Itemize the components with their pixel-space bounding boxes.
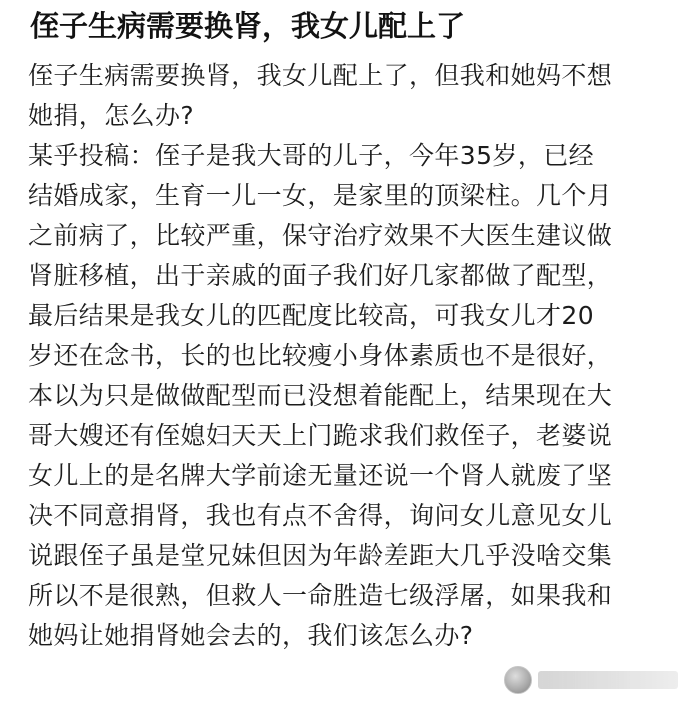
body-line: 肾脏移植，出于亲戚的面子我们好几家都做了配型， — [28, 261, 613, 290]
article-title: 侄子生病需要换肾，我女儿配上了 — [30, 9, 466, 43]
body-line: 所以不是很熟，但救人一命胜造七级浮屠，如果我和 — [28, 581, 613, 610]
body-line: 之前病了，比较严重，保守治疗效果不大医生建议做 — [28, 221, 613, 250]
body-line: 哥大嫂还有侄媳妇天天上门跪求我们救侄子，老婆说 — [28, 421, 613, 450]
body-line: 说跟侄子虽是堂兄妹但因为年龄差距大几乎没啥交集 — [28, 541, 613, 570]
body-line: 侄子生病需要换肾，我女儿配上了，但我和她妈不想 — [28, 61, 613, 90]
avatar-icon — [504, 666, 532, 694]
body-line: 她妈让她捐肾她会去的，我们该怎么办? — [28, 621, 474, 650]
body-line: 结婚成家，生育一儿一女，是家里的顶梁柱。几个月 — [28, 181, 613, 210]
body-line: 岁还在念书，长的也比较瘦小身体素质也不是很好， — [28, 341, 613, 370]
watermark-text-blur — [538, 671, 678, 689]
article-body — [28, 56, 668, 656]
body-line: 本以为只是做做配型而已没想着能配上，结果现在大 — [28, 381, 613, 410]
body-line: 她捐，怎么办? — [28, 101, 195, 130]
body-line: 某乎投稿：侄子是我大哥的儿子，今年35岁，已经 — [28, 141, 595, 170]
watermark — [504, 666, 678, 694]
body-line: 最后结果是我女儿的匹配度比较高，可我女儿才20 — [28, 301, 595, 330]
body-line: 女儿上的是名牌大学前途无量还说一个肾人就废了坚 — [28, 461, 613, 490]
body-line: 决不同意捐肾，我也有点不舍得，询问女儿意见女儿 — [28, 501, 613, 530]
